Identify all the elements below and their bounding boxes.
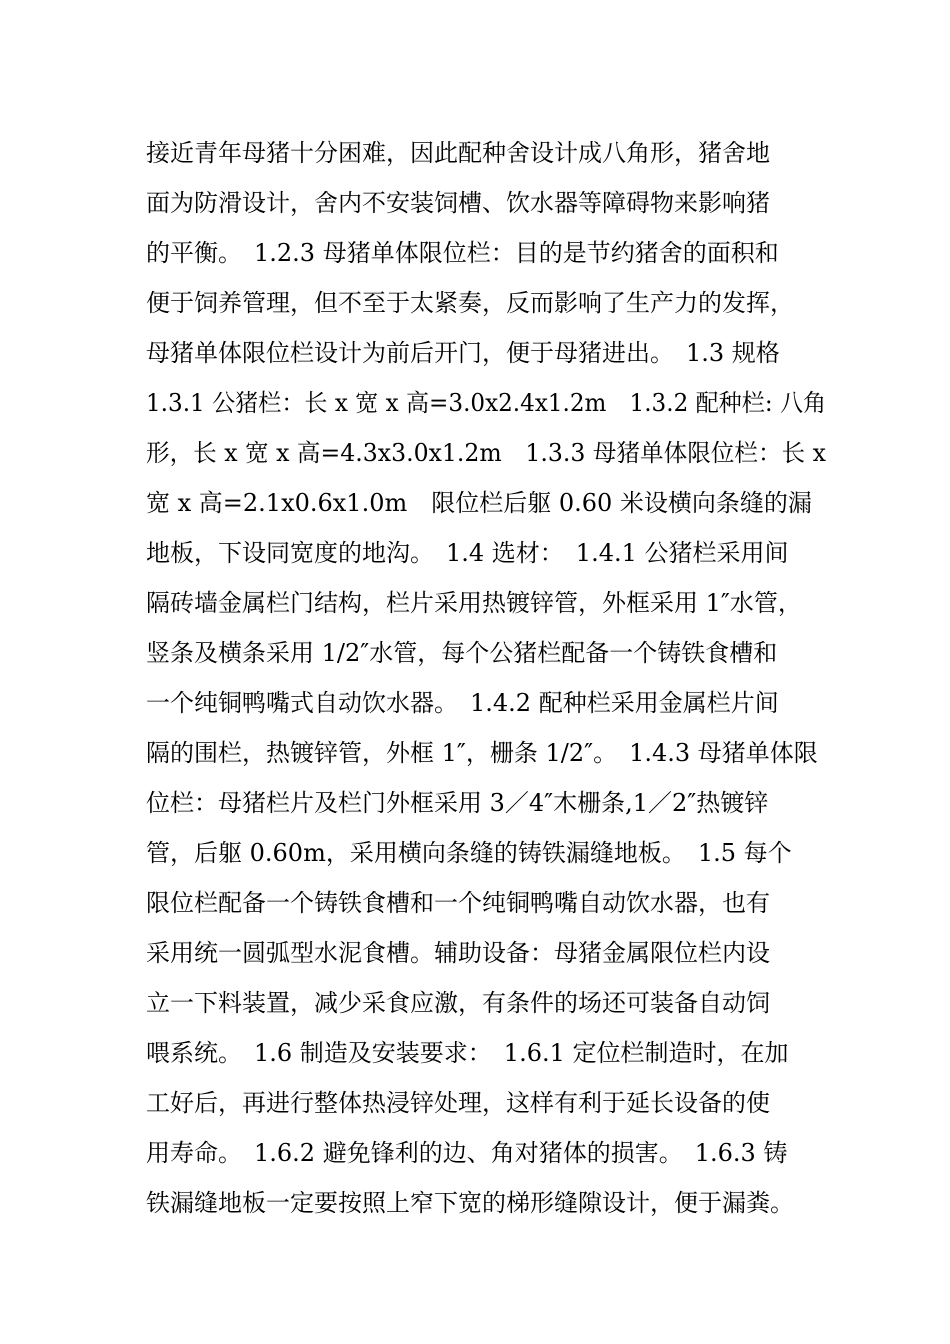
- text-line: 立一下料装置，减少采食应激，有条件的场还可装备自动饲: [146, 989, 770, 1017]
- text-line: 的平衡。 1.2.3 母猪单体限位栏：目的是节约猪舍的面积和: [146, 239, 779, 267]
- text-line: 喂系统。 1.6 制造及安装要求： 1.6.1 定位栏制造时，在加: [146, 1039, 789, 1067]
- text-line: 管，后躯 0.60m，采用横向条缝的铸铁漏缝地板。 1.5 每个: [146, 839, 792, 867]
- text-line: 1.3.1 公猪栏：长 x 宽 x 高=3.0x2.4x1.2m 1.3.2 配种栏: 八角: [146, 389, 827, 417]
- text-line: 隔砖墙金属栏门结构，栏片采用热镀锌管，外框采用 1″水管，: [146, 589, 802, 617]
- text-line: 接近青年母猪十分困难，因此配种舍设计成八角形，猪舍地: [146, 139, 770, 167]
- body-text: [146, 128, 826, 1228]
- text-line: 竖条及横条采用 1/2″水管，每个公猪栏配备一个铸铁食槽和: [146, 639, 778, 667]
- text-line: 工好后，再进行整体热浸锌处理，这样有利于延长设备的使: [146, 1089, 770, 1117]
- text-line: 面为防滑设计，舍内不安装饲槽、饮水器等障碍物来影响猪: [146, 189, 770, 217]
- text-line: 一个纯铜鸭嘴式自动饮水器。 1.4.2 配种栏采用金属栏片间: [146, 689, 779, 717]
- text-line: 用寿命。 1.6.2 避免锋利的边、角对猪体的损害。 1.6.3 铸: [146, 1139, 788, 1167]
- text-line: 铁漏缝地板一定要按照上窄下宽的梯形缝隙设计，便于漏粪。: [146, 1189, 794, 1217]
- text-line: 形，长 x 宽 x 高=4.3x3.0x1.2m 1.3.3 母猪单体限位栏：长 x: [146, 439, 826, 467]
- text-line: 地板，下设同宽度的地沟。 1.4 选材： 1.4.1 公猪栏采用间: [146, 539, 789, 567]
- text-line: 采用统一圆弧型水泥食槽。辅助设备：母猪金属限位栏内设: [146, 939, 770, 967]
- text-line: 限位栏配备一个铸铁食槽和一个纯铜鸭嘴自动饮水器，也有: [146, 889, 770, 917]
- text-line: 母猪单体限位栏设计为前后开门，便于母猪进出。 1.3 规格: [146, 339, 780, 367]
- text-line: 隔的围栏，热镀锌管，外框 1″，栅条 1/2″。 1.4.3 母猪单体限: [146, 739, 818, 767]
- text-line: 位栏：母猪栏片及栏门外框采用 3／4″木栅条,1／2″热镀锌: [146, 789, 769, 817]
- text-line: 便于饲养管理，但不至于太紧奏，反而影响了生产力的发挥，: [146, 289, 794, 317]
- text-line: 宽 x 高=2.1x0.6x1.0m 限位栏后躯 0.60 米设横向条缝的漏: [146, 489, 812, 517]
